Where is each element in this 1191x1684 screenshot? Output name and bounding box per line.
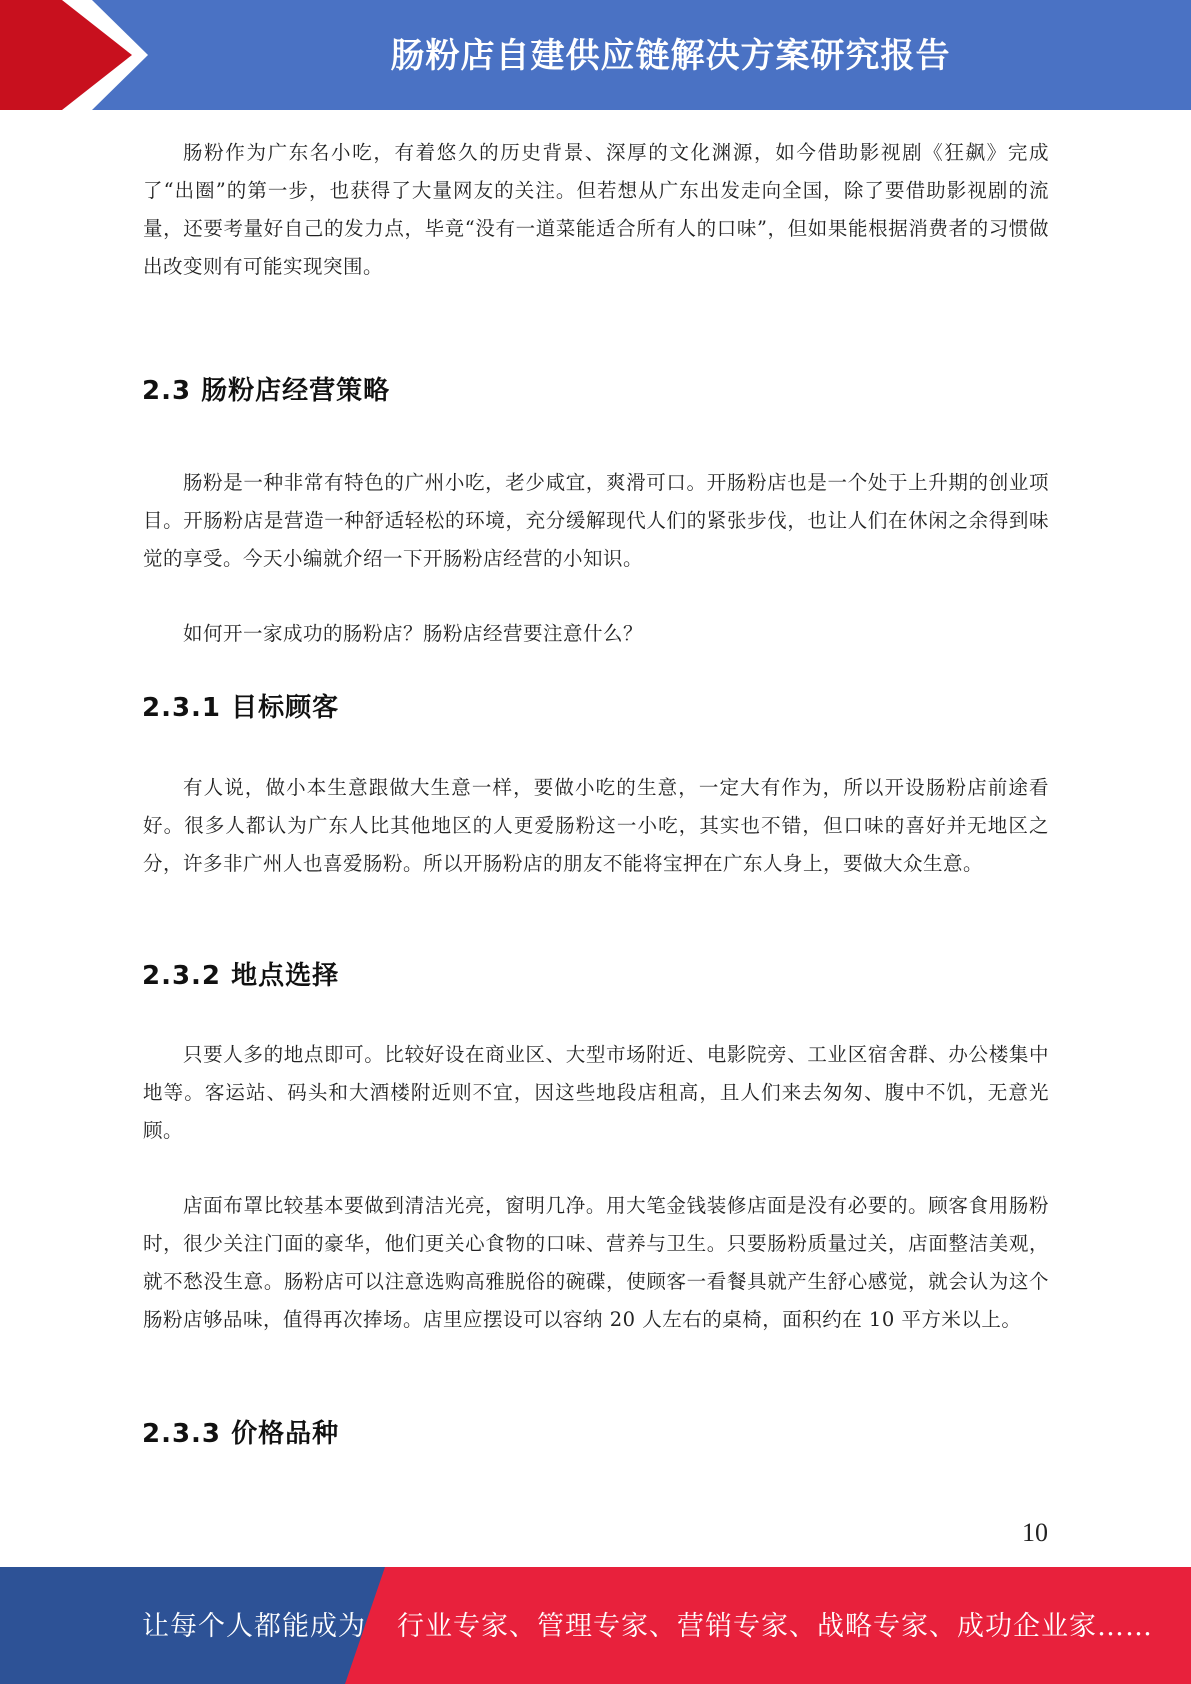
page-header	[0, 0, 1191, 110]
section-heading-2-3-3: 2.3.3 价格品种	[142, 1419, 340, 1449]
page-footer	[0, 1567, 1191, 1684]
page-number: 10	[1022, 1518, 1048, 1547]
section-heading-2-3: 2.3 肠粉店经营策略	[142, 376, 391, 406]
section-heading-2-3-2: 2.3.2 地点选择	[142, 961, 340, 991]
footer-slogan-right: 行业专家、管理专家、营销专家、战略专家、成功企业家……	[397, 1611, 1153, 1642]
paragraph-2-3-1: 有人说，做小本生意跟做大生意一样，要做小吃的生意，一定大有作为，所以开设肠粉店前途看好。很多人都认为广东人比其他地区的人更爱肠粉这一小吃，其实也不错，但口味的喜好并无地区之分，许多非广州人也喜爱肠粉。所以开肠粉店的朋友不能将宝押在广东人身上，要做大众生意。	[143, 776, 1049, 875]
footer-slogan-left: 让每个人都能成为	[142, 1611, 366, 1642]
report-title: 肠粉店自建供应链解决方案研究报告	[390, 36, 951, 76]
paragraph-2-3-b: 如何开一家成功的肠粉店？肠粉店经营要注意什么？	[183, 622, 644, 645]
section-heading-2-3-1: 2.3.1 目标顾客	[142, 693, 340, 723]
paragraph-2-3-2-b: 店面布罩比较基本要做到清洁光亮，窗明几净。用大笔金钱装修店面是没有必要的。顾客食用肠粉时，很少关注门面的豪华，他们更关心食物的口味、营养与卫生。只要肠粉质量过关，店面整洁美观，就不愁没生意。肠粉店可以注意选购高雅脱俗的碗碟，使顾客一看餐具就产生舒心感觉，就会认为这个肠粉店够品味，值得再次捧场。店里应摆设可以容纳 20 人左右的桌椅，面积约在 10 平方米以上。	[143, 1194, 1049, 1331]
paragraph-2-3-a: 肠粉是一种非常有特色的广州小吃，老少咸宜，爽滑可口。开肠粉店也是一个处于上升期的创业项目。开肠粉店是营造一种舒适轻松的环境，充分缓解现代人们的紧张步伐，也让人们在休闲之余得到味觉的享受。今天小编就介绍一下开肠粉店经营的小知识。	[143, 471, 1049, 570]
intro-paragraph: 肠粉作为广东名小吃，有着悠久的历史背景、深厚的文化渊源，如今借助影视剧《狂飙》完成了“出圈”的第一步，也获得了大量网友的关注。但若想从广东出发走向全国，除了要借助影视剧的流量，还要考量好自己的发力点，毕竟“没有一道菜能适合所有人的口味”，但如果能根据消费者的习惯做出改变则有可能实现突围。	[143, 141, 1049, 278]
paragraph-2-3-2-a: 只要人多的地点即可。比较好设在商业区、大型市场附近、电影院旁、工业区宿舍群、办公楼集中地等。客运站、码头和大酒楼附近则不宜，因这些地段店租高，且人们来去匆匆、腹中不饥，无意光顾。	[143, 1043, 1049, 1142]
